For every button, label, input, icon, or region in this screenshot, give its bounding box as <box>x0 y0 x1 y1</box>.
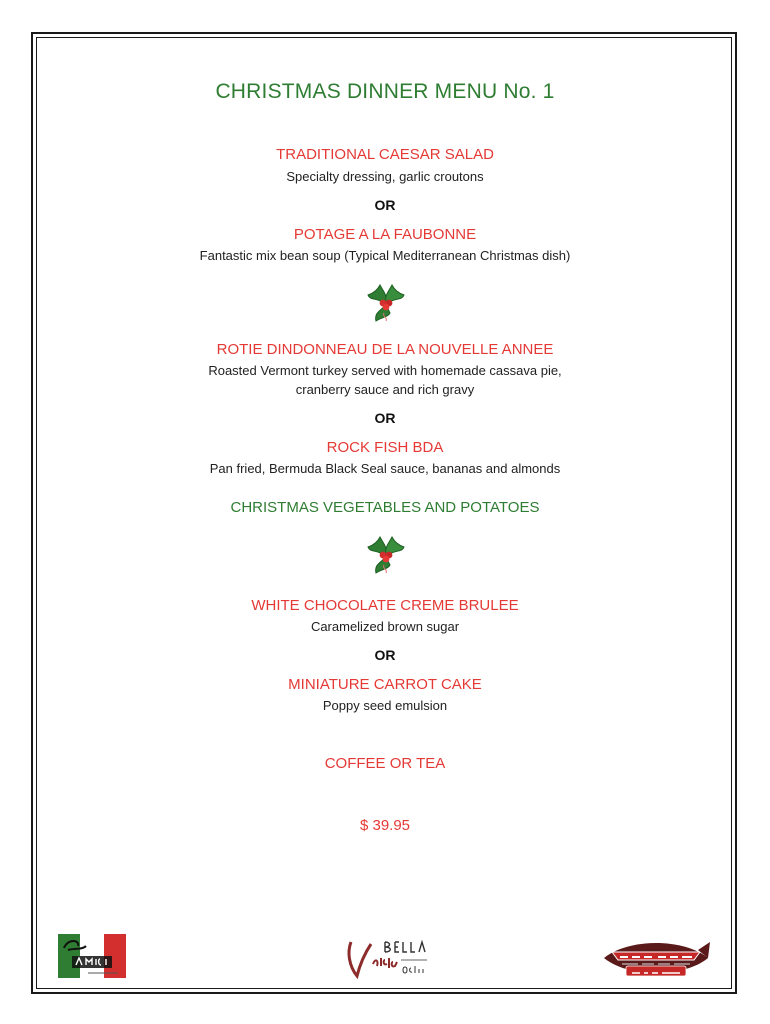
bella-vista-logo <box>345 936 429 980</box>
main-2-name: ROCK FISH BDA <box>326 439 444 456</box>
cafe-amici-logo <box>58 934 126 978</box>
main-or: OR <box>374 410 396 426</box>
starter-or: OR <box>374 197 396 213</box>
main-1-description-line-2: cranberry sauce and rich gravy <box>295 382 475 397</box>
starter-2-name: POTAGE A LA FAUBONNE <box>293 226 477 243</box>
dessert-2-description: Poppy seed emulsion <box>322 698 448 713</box>
main-2-description: Pan fried, Bermuda Black Seal sauce, bananas and almonds <box>209 461 561 476</box>
main-1-name: ROTIE DINDONNEAU DE LA NOUVELLE ANNEE <box>216 341 554 358</box>
drinks-name: COFFEE OR TEA <box>324 755 446 772</box>
starter-1-description: Specialty dressing, garlic croutons <box>286 169 484 184</box>
dessert-or: OR <box>374 647 396 663</box>
sides-name: CHRISTMAS VEGETABLES AND POTATOES <box>230 499 540 516</box>
bone-fish-logo <box>598 930 714 982</box>
holly-icon <box>366 283 406 323</box>
starter-1-name: TRADITIONAL CAESAR SALAD <box>276 146 494 163</box>
holly-icon <box>366 535 406 575</box>
dessert-1-name: WHITE CHOCOLATE CREME BRULEE <box>251 597 519 614</box>
dessert-2-name: MINIATURE CARROT CAKE <box>288 676 482 693</box>
menu-title: CHRISTMAS DINNER MENU No. 1 <box>215 80 555 103</box>
starter-2-description: Fantastic mix bean soup (Typical Mediterranean Christmas dish) <box>199 248 571 263</box>
menu-price: $ 39.95 <box>359 817 411 834</box>
dessert-1-description: Caramelized brown sugar <box>310 619 460 634</box>
main-1-description-line-1: Roasted Vermont turkey served with homemade cassava pie, <box>208 363 562 378</box>
